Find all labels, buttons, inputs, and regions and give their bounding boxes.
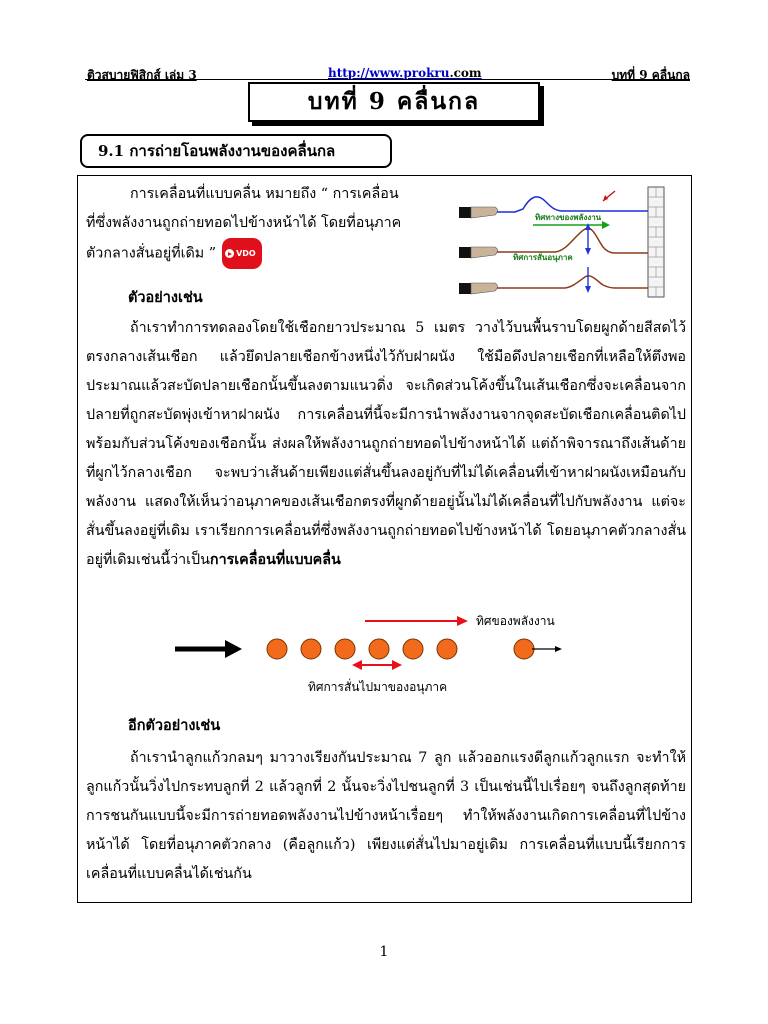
definition-line-3-row [86,238,426,269]
chapter-title: บทที่ 9 คลื่นกล [307,88,481,115]
wave-motion-term: การเคลื่อนที่แบบคลื่น [209,552,341,568]
ball [267,639,287,659]
energy-direction-arrowhead [457,616,468,626]
hand-icon [459,247,498,258]
definition-line-1: การเคลื่อนที่แบบคลื่น หมายถึง “ การเคลื่อน [130,186,399,202]
vibration-arrowhead-row3 [585,286,591,293]
ball [403,639,423,659]
example1-body: ถ้าเราทำการทดลองโดยใช้เชือกยาวประมาณ 5 เมตร วางไว้บนพื้นราบโดยผูกด้ายสีสดไว้ตรงกลางเส้นเชือก แล้วยึดปลายเชือกข้างหนึ่งไว้กับฝาผนัง ใช้มือดึงปลายเชือกที่เหลือให้ตึงพอประมาณแล้วสะบัดปลายเชือกนั้นขึ้นลงตามแนวดิ่ง จะเกิดส่วนโค้งขึ้นในเส้นเชือกซึ่งจะเคลื่อนจากปลายที่ถูกสะบัดพุ่งเข้าหาฝาผนัง การเคลื่อนที่นี้จะมีการนำพลังงานจากจุดสะบัดเชือกเคลื่อนติดไปพร้อมกับส่วนโค้งของเชือกนั้น ส่งผลให้พลังงานถูกถ่ายทอดไปข้างหน้าได้ แต่ถ้าพิจารณาถึงเส้นด้ายที่ผูกไว้กลางเชือก จะพบว่าเส้นด้ายเพียงแต่สั่นขึ้นลงอยู่กับที่ไม่ได้เคลื่อนที่เข้าหาฝาผนังเหมือนกับพลังงาน แสดงให้เห็นว่าอนุภาคของเส้นเชือกตรงที่ผูกด้ายอยู่นั้นไม่ได้เคลื่อนที่ไปกับพลังงาน แต่จะสั่นขึ้นลงอยู่ที่เดิม เราเรียกการเคลื่อนที่ซึ่งพลังงานถูกถ่ายทอดไปข้างหน้าได้ โดยอนุภาคตัวกลางสั่นอยู่ที่เดิมเช่นนี้ว่าเป็น [86,320,686,568]
book-title: ติวสบายฟิสิกส์ เล่ม 3 [87,68,197,82]
rope-vibration-label: ทิศการสั่นอนุภาค [513,253,573,262]
rope-wave-figure [455,185,670,300]
energy-arrowhead [602,221,610,229]
definition-line-2: ที่ซึ่งพลังงานถูกถ่ายทอดไปข้างหน้าได้ โดยที่อนุภาค [86,215,402,231]
pointer-arrowhead [603,195,608,201]
chapter-short-title: บทที่ 9 คลื่นกล [611,68,690,82]
header-divider [85,79,690,80]
example2-heading: อีกตัวอย่างเช่น [128,717,221,734]
vibration-arrowhead-up [585,223,591,230]
website-link-suffix: .com [449,66,482,80]
single-ball-arrowhead [555,646,562,652]
definition-line-3: ตัวกลางสั่นอยู่ที่เดิม ” [86,245,217,262]
video-button-label: VDO [236,249,256,258]
rope-energy-label: ทิศทางของพลังงาน [535,213,602,222]
rope-line [497,197,648,212]
website-link[interactable] [328,66,482,80]
ball [301,639,321,659]
page-number: 1 [379,944,389,960]
hand-icon [459,207,498,218]
section-title: 9.1 การถ่ายโอนพลังงานของคลื่นกล [98,142,336,160]
ball [369,639,389,659]
push-arrowhead [225,640,242,658]
particle-vibration-label: ทิศการสั่นไปมาของอนุภาค [308,680,448,694]
energy-transfer-diagram [170,605,610,700]
energy-direction-label: ทิศของพลังงาน [476,614,555,628]
wall-icon [648,187,664,297]
ball-row [267,639,534,659]
rope-line [497,276,648,288]
vibration-arrowhead-left [352,660,362,670]
example1-paragraph [86,314,686,575]
rope-line [497,228,648,253]
example2-paragraph: ถ้าเรานำลูกแก้วกลมๆ มาวางเรียงกันประมาณ 7 ลูก แล้วออกแรงดีลูกแก้วลูกแรก จะทำให้ลูกแก้วนั้นวิ่งไปกระทบลูกที่ 2 แล้วลูกที่ 2 นั้นจะวิ่งไปชนลูกที่ 3 เป็นเช่นนี้ไปเรื่อยๆ จนถึงลูกสุดท้าย การชนกันแบบนี้จะมีการถ่ายทอดพลังงานไปข้างหน้าเรื่อยๆ ทำให้พลังงานเกิดการเคลื่อนที่ไปข้างหน้าได้ โดยที่อนุภาคตัวกลาง (คือลูกแก้ว) เพียงแต่สั่นไปมาอยู่เดิม การเคลื่อนที่แบบนี้เรียกการเคลื่อนที่แบบคลื่นได้เช่นกัน [86,750,686,882]
video-button[interactable] [222,238,262,269]
example1-heading: ตัวอย่างเช่น [128,289,203,306]
ball [437,639,457,659]
website-link-url[interactable]: http://www.prokru [328,66,450,80]
hand-icon [459,283,498,294]
ball [514,639,534,659]
vibration-arrowhead-right [392,660,402,670]
ball [335,639,355,659]
chapter-title-box [248,82,540,122]
section-title-box [80,134,392,168]
vibration-arrowhead-down [585,248,591,255]
play-icon [225,249,234,258]
definition-paragraph [86,180,426,269]
